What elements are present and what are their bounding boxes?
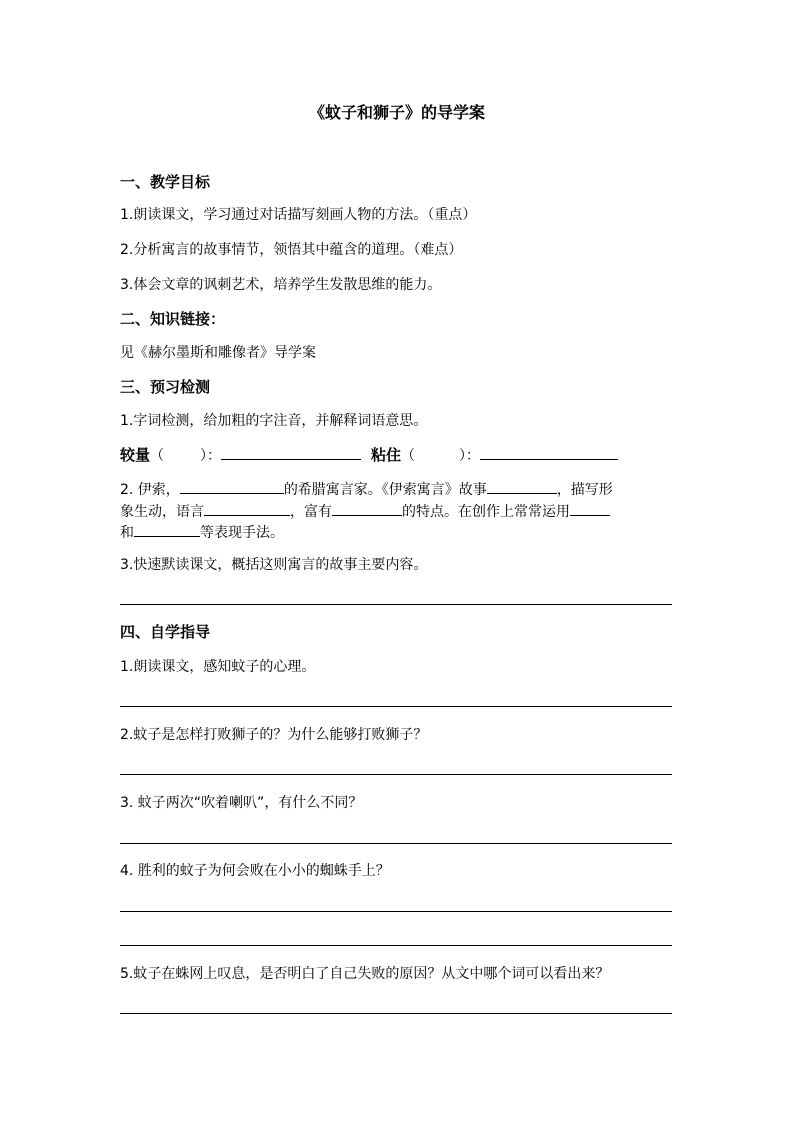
q2-blank-3[interactable] [204,501,290,516]
self-study-question-5: 5.蚊子在蛛网上叹息，是否明白了自己失败的原因？从文中哪个词可以看出来？ [120,966,610,982]
answer-line[interactable] [120,706,672,707]
q2-text-f: 的特点。在创作上常常运用 [402,504,570,520]
vocab-word-1: 较量 [120,446,151,464]
q2-blank-5[interactable] [570,501,610,516]
q2-text-b: 的希腊寓言家。《伊索寓言》故事 [283,482,487,498]
vocab-blank-2[interactable] [480,445,618,460]
paren-open: （ [150,448,165,464]
self-study-question-3: 3. 蚊子两次“吹着喇叭”，有什么不同？ [120,795,363,811]
preview-question-1: 1.字词检测，给加粗的字注音，并解释词语意思。 [120,413,428,429]
q2-text-a: 2. 伊索， [120,482,180,498]
section-heading-objectives: 一、教学目标 [120,173,211,191]
self-study-question-4: 4. 胜利的蚊子为何会败在小小的蜘蛛手上？ [120,863,390,879]
vocab-blank-1[interactable] [221,445,361,460]
paren-close: ）： [459,448,481,464]
q2-text-c: ，描写形 [556,482,613,498]
q2-text-d: 象生动，语言 [120,504,204,520]
answer-line[interactable] [120,1013,672,1014]
answer-line[interactable] [120,945,672,946]
vocab-row [120,445,618,466]
section-heading-knowledge: 二、知识链接： [120,310,226,328]
preview-question-2-line-1 [120,479,613,500]
q2-blank-6[interactable] [134,522,200,537]
q2-blank-2[interactable] [487,479,557,494]
answer-line[interactable] [120,774,672,775]
paren-open: （ [401,448,416,464]
self-study-question-2: 2.蚊子是怎样打败狮子的？为什么能够打败狮子？ [120,727,428,743]
section-heading-self-study: 四、自学指导 [120,623,211,641]
knowledge-link-text: 见《赫尔墨斯和雕像者》导学案 [120,345,316,361]
objective-item-2: 2.分析寓言的故事情节，领悟其中蕴含的道理。（难点） [120,242,463,258]
preview-question-2-line-2 [120,501,610,522]
preview-question-3: 3.快速默读课文，概括这则寓言的故事主要内容。 [120,557,428,573]
q2-blank-4[interactable] [332,501,402,516]
preview-question-2-line-3 [120,522,284,543]
vocab-word-2: 粘住 [371,446,402,464]
paren-close: ）： [200,448,222,464]
self-study-question-1: 1.朗读课文，感知蚊子的心理。 [120,659,316,675]
answer-line[interactable] [120,911,672,912]
objective-item-3: 3.体会文章的讽刺艺术，培养学生发散思维的能力。 [120,277,442,293]
answer-line[interactable] [120,843,672,844]
section-heading-preview: 三、预习检测 [120,378,211,396]
q2-text-g: 和 [120,525,134,541]
answer-line[interactable] [120,604,672,605]
q2-blank-1[interactable] [180,479,284,494]
q2-text-h: 等表现手法。 [200,525,284,541]
objective-item-1: 1.朗读课文，学习通过对话描写刻画人物的方法。（重点） [120,207,477,223]
document-title: 《蚊子和狮子》的导学案 [308,103,485,122]
q2-text-e: ，富有 [290,504,332,520]
